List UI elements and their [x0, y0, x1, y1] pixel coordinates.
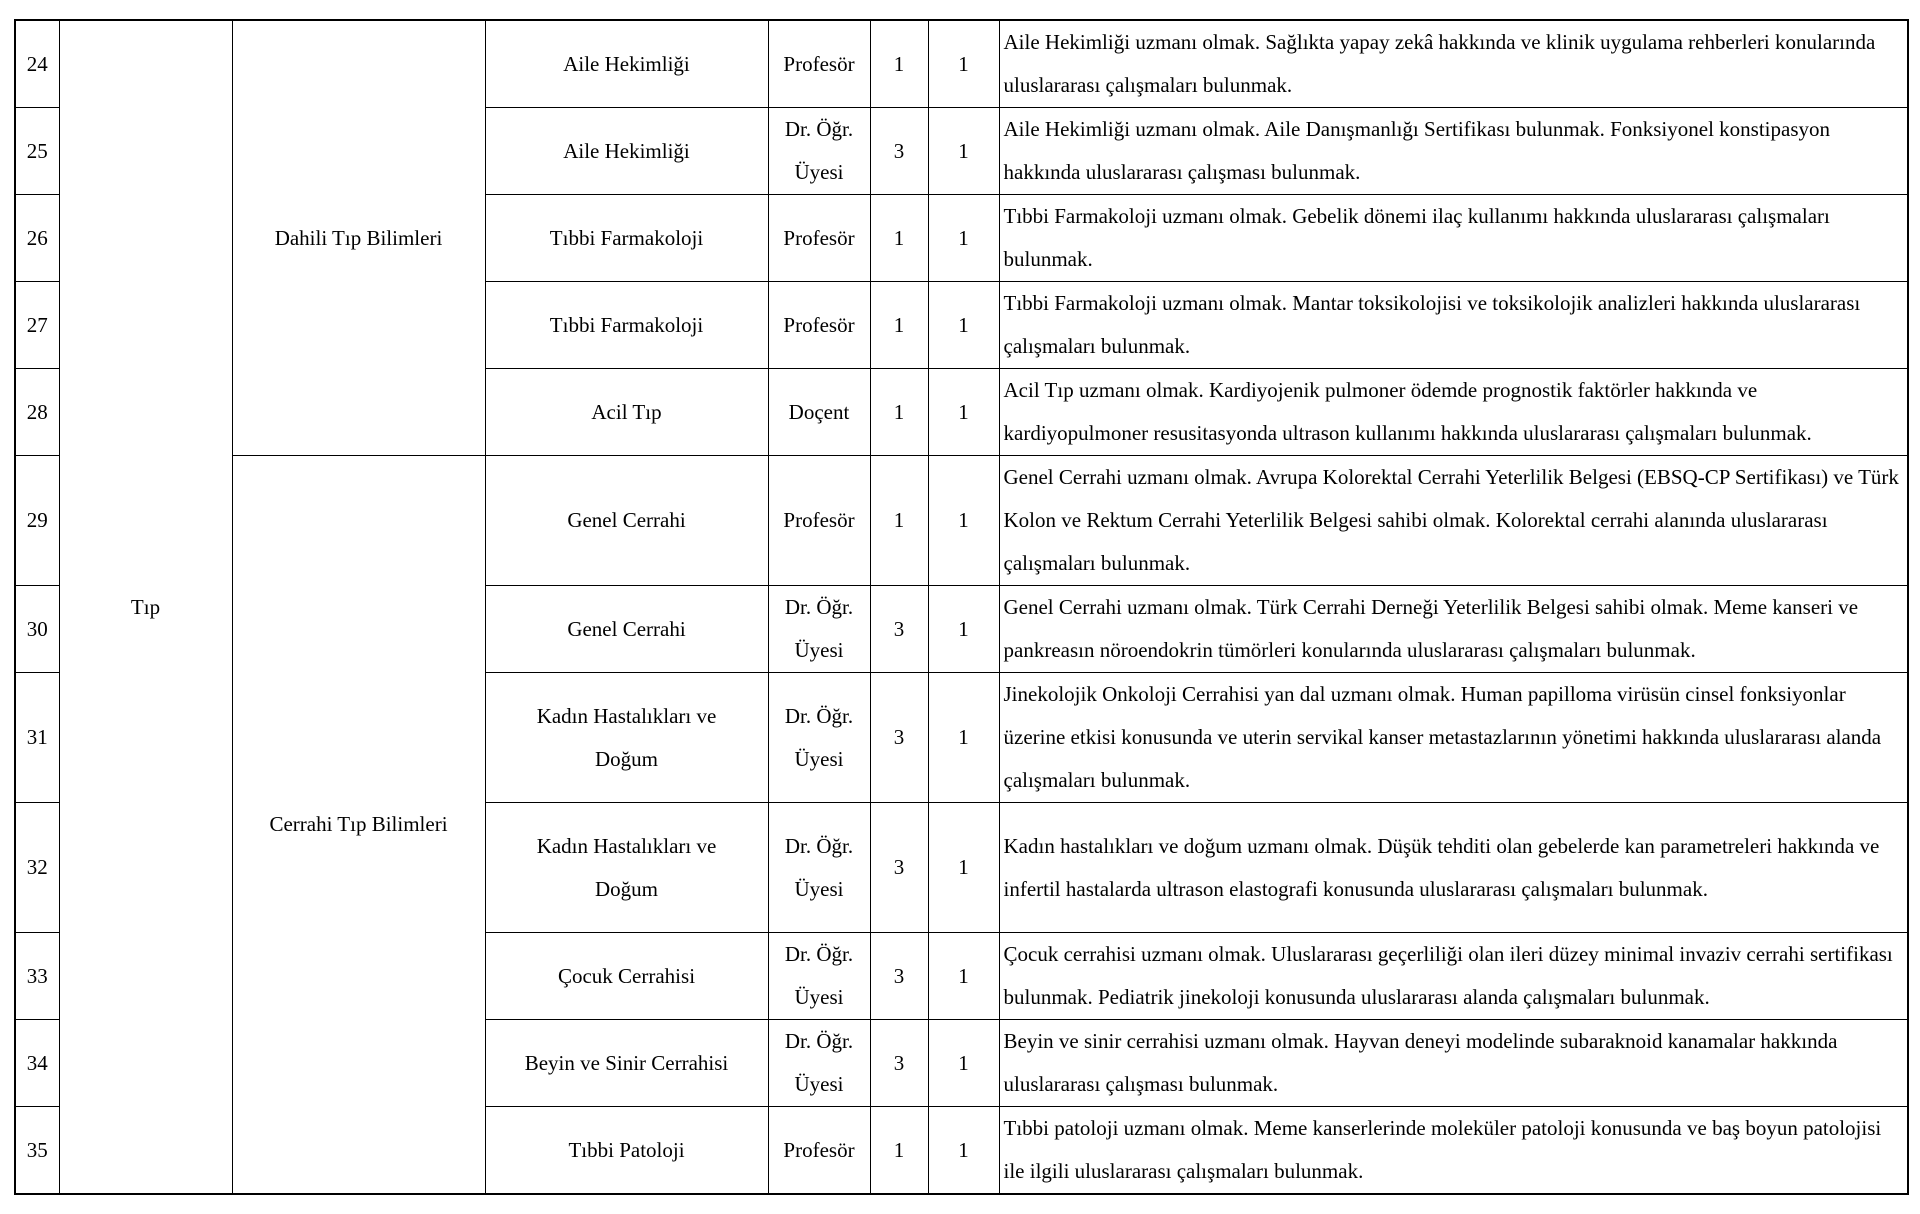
degree-cell: 1 [870, 20, 928, 108]
row-number: 34 [15, 1020, 59, 1107]
field-cell: Tıbbi Patoloji [485, 1107, 768, 1195]
degree-cell: 1 [870, 1107, 928, 1195]
description-cell: Aile Hekimliği uzmanı olmak. Sağlıkta yapay zekâ hakkında ve klinik uygulama rehberleri konularında uluslararası çalışmaları bulunmak. [999, 20, 1908, 108]
degree-cell: 3 [870, 108, 928, 195]
count-cell: 1 [928, 195, 999, 282]
title-cell [768, 933, 870, 1020]
field-cell: Beyin ve Sinir Cerrahisi [485, 1020, 768, 1107]
field-line-2: Doğum [595, 746, 658, 771]
title-line-1: Dr. Öğr. [784, 595, 854, 619]
field-line-1: Kadın Hastalıkları ve [536, 833, 717, 858]
degree-cell: 3 [870, 673, 928, 803]
row-number: 27 [15, 282, 59, 369]
degree-cell: 1 [870, 456, 928, 586]
row-number: 24 [15, 20, 59, 108]
title-cell [768, 586, 870, 673]
count-cell: 1 [928, 673, 999, 803]
description-cell: Aile Hekimliği uzmanı olmak. Aile Danışmanlığı Sertifikası bulunmak. Fonksiyonel konstipasyon hakkında uluslararası çalışması bulunmak. [999, 108, 1908, 195]
title-line-2: Üyesi [794, 876, 844, 901]
field-cell [485, 803, 768, 933]
degree-cell: 3 [870, 933, 928, 1020]
degree-cell: 3 [870, 1020, 928, 1107]
row-number: 31 [15, 673, 59, 803]
degree-cell: 3 [870, 586, 928, 673]
description-cell: Tıbbi patoloji uzmanı olmak. Meme kanserlerinde moleküler patoloji konusunda ve baş boyun patolojisi ile ilgili uluslararası çalışmaları bulunmak. [999, 1107, 1908, 1195]
row-number: 35 [15, 1107, 59, 1195]
row-number: 25 [15, 108, 59, 195]
field-cell: Tıbbi Farmakoloji [485, 195, 768, 282]
description-cell: Kadın hastalıkları ve doğum uzmanı olmak. Düşük tehditi olan gebelerde kan parametreleri hakkında ve infertil hastalarda ultrason elastografi konusunda uluslararası çalışmaları bulunmak. [999, 803, 1908, 933]
title-line-2: Üyesi [794, 638, 844, 662]
positions-table [14, 19, 1909, 1195]
title-cell: Profesör [768, 195, 870, 282]
count-cell: 1 [928, 1020, 999, 1107]
count-cell: 1 [928, 1107, 999, 1195]
description-cell: Jinekolojik Onkoloji Cerrahisi yan dal uzmanı olmak. Human papilloma virüsün cinsel fonksiyonlar üzerine etkisi konusunda ve uterin servikal kanser metastazlarının yönetimi hakkında uluslararası alanda çalışmaları bulunmak. [999, 673, 1908, 803]
row-number: 26 [15, 195, 59, 282]
field-cell: Genel Cerrahi [485, 586, 768, 673]
count-cell: 1 [928, 456, 999, 586]
field-cell: Aile Hekimliği [485, 20, 768, 108]
title-line-2: Üyesi [794, 1072, 844, 1096]
title-line-1: Dr. Öğr. [784, 942, 854, 966]
description-cell: Genel Cerrahi uzmanı olmak. Türk Cerrahi Derneği Yeterlilik Belgesi sahibi olmak. Meme kanseri ve pankreasın nöroendokrin tümörleri konularında uluslararası çalışmaları bulunmak. [999, 586, 1908, 673]
count-cell: 1 [928, 933, 999, 1020]
title-cell: Profesör [768, 456, 870, 586]
document-page [14, 19, 1909, 1195]
title-line-2: Üyesi [794, 746, 844, 771]
title-line-1: Dr. Öğr. [784, 833, 854, 858]
field-cell: Tıbbi Farmakoloji [485, 282, 768, 369]
title-cell: Doçent [768, 369, 870, 456]
title-cell [768, 673, 870, 803]
count-cell: 1 [928, 282, 999, 369]
field-cell [485, 673, 768, 803]
faculty-cell: Tıp [59, 20, 232, 1194]
degree-cell: 3 [870, 803, 928, 933]
degree-cell: 1 [870, 195, 928, 282]
field-cell: Genel Cerrahi [485, 456, 768, 586]
count-cell: 1 [928, 108, 999, 195]
count-cell: 1 [928, 586, 999, 673]
row-number: 33 [15, 933, 59, 1020]
title-line-2: Üyesi [794, 985, 844, 1009]
count-cell: 1 [928, 369, 999, 456]
title-cell: Profesör [768, 282, 870, 369]
row-number: 28 [15, 369, 59, 456]
field-cell: Çocuk Cerrahisi [485, 933, 768, 1020]
degree-cell: 1 [870, 282, 928, 369]
title-line-1: Dr. Öğr. [784, 1029, 854, 1053]
field-line-1: Kadın Hastalıkları ve [536, 703, 717, 728]
field-line-2: Doğum [595, 876, 658, 901]
title-cell: Profesör [768, 1107, 870, 1195]
title-line-2: Üyesi [794, 160, 844, 184]
table-row [15, 456, 1908, 586]
title-cell [768, 1020, 870, 1107]
field-cell: Acil Tıp [485, 369, 768, 456]
row-number: 29 [15, 456, 59, 586]
title-line-1: Dr. Öğr. [784, 703, 854, 728]
count-cell: 1 [928, 20, 999, 108]
department-cell: Dahili Tıp Bilimleri [232, 20, 485, 456]
department-cell: Cerrahi Tıp Bilimleri [232, 456, 485, 1195]
row-number: 30 [15, 586, 59, 673]
table-row [15, 20, 1908, 108]
title-cell: Profesör [768, 20, 870, 108]
row-number: 32 [15, 803, 59, 933]
description-cell: Acil Tıp uzmanı olmak. Kardiyojenik pulmoner ödemde prognostik faktörler hakkında ve kardiyopulmoner resusitasyonda ultrason kullanımı hakkında uluslararası çalışmaları bulunmak. [999, 369, 1908, 456]
description-cell: Beyin ve sinir cerrahisi uzmanı olmak. Hayvan deneyi modelinde subaraknoid kanamalar hakkında uluslararası çalışması bulunmak. [999, 1020, 1908, 1107]
count-cell: 1 [928, 803, 999, 933]
title-line-1: Dr. Öğr. [784, 117, 854, 141]
field-cell: Aile Hekimliği [485, 108, 768, 195]
title-cell [768, 803, 870, 933]
title-cell [768, 108, 870, 195]
description-cell: Tıbbi Farmakoloji uzmanı olmak. Mantar toksikolojisi ve toksikolojik analizleri hakkında uluslararası çalışmaları bulunmak. [999, 282, 1908, 369]
description-cell: Genel Cerrahi uzmanı olmak. Avrupa Kolorektal Cerrahi Yeterlilik Belgesi (EBSQ-CP Sertifikası) ve Türk Kolon ve Rektum Cerrahi Yeterlilik Belgesi sahibi olmak. Kolorektal cerrahi alanında uluslararası çalışmaları bulunmak. [999, 456, 1908, 586]
description-cell: Tıbbi Farmakoloji uzmanı olmak. Gebelik dönemi ilaç kullanımı hakkında uluslararası çalışmaları bulunmak. [999, 195, 1908, 282]
degree-cell: 1 [870, 369, 928, 456]
description-cell: Çocuk cerrahisi uzmanı olmak. Uluslararası geçerliliği olan ileri düzey minimal invaziv cerrahi sertifikası bulunmak. Pediatrik jinekoloji konusunda uluslararası alanda çalışmaları bulunmak. [999, 933, 1908, 1020]
